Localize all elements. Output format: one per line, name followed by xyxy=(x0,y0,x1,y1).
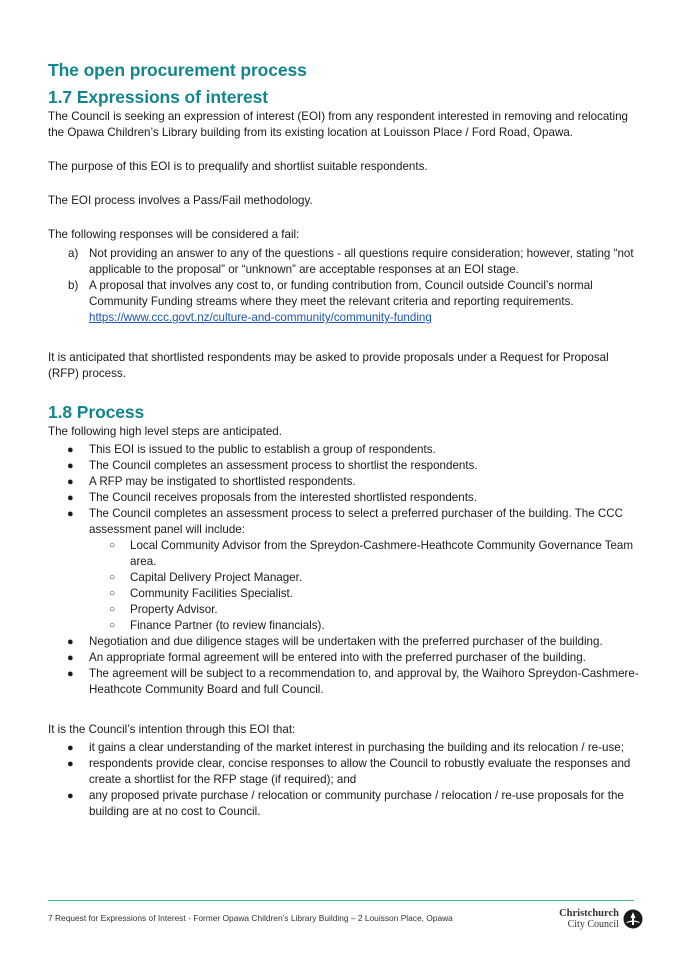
list-item-text: An appropriate formal agreement will be entered into with the preferred purchaser of the building. xyxy=(89,651,586,664)
list-item-text: Community Facilities Specialist. xyxy=(130,587,294,600)
list-marker: a) xyxy=(68,247,79,260)
list-item xyxy=(48,788,642,820)
list-item xyxy=(48,474,642,490)
list-item xyxy=(48,246,642,278)
bullet-icon: ● xyxy=(67,492,74,504)
list-item-text: A RFP may be instigated to shortlisted respondents. xyxy=(89,475,356,488)
council-logo xyxy=(555,908,643,932)
list-item-text: respondents provide clear, concise responses to allow the Council to robustly evaluate the responses and create a shortlist for the RFP stage (if required); and xyxy=(89,757,631,786)
circle-bullet-icon: ○ xyxy=(109,572,116,583)
bullet-icon: ● xyxy=(67,508,74,520)
circle-bullet-icon: ○ xyxy=(109,620,116,631)
eoi-purpose: The purpose of this EOI is to prequalify and shortlist suitable respondents. xyxy=(48,160,428,173)
bullet-icon: ● xyxy=(67,652,74,664)
list-item-text: This EOI is issued to the public to establish a group of respondents. xyxy=(89,443,436,456)
list-item-text: Finance Partner (to review financials). xyxy=(130,619,325,632)
circle-bullet-icon: ○ xyxy=(109,588,116,599)
list-item-text: it gains a clear understanding of the market interest in purchasing the building and its relocation / re-use; xyxy=(89,741,624,754)
list-item xyxy=(48,602,642,618)
rfp-anticipated: It is anticipated that shortlisted respondents may be asked to provide proposals under a Request for Proposal (RFP) process. xyxy=(48,351,609,380)
list-item xyxy=(48,634,642,650)
list-item-text: any proposed private purchase / relocation or community purchase / relocation / re-use proposals for the building are at no cost to Council. xyxy=(89,789,624,818)
list-item xyxy=(48,570,642,586)
list-item-text: Capital Delivery Project Manager. xyxy=(130,571,303,584)
section-heading-eoi: 1.7 Expressions of interest xyxy=(48,87,269,107)
bullet-icon: ● xyxy=(67,460,74,472)
bullet-icon: ● xyxy=(67,790,74,802)
bullet-icon: ● xyxy=(67,636,74,648)
bullet-icon: ● xyxy=(67,476,74,488)
list-item xyxy=(48,756,642,788)
list-item xyxy=(48,490,642,506)
list-item-text: The Council receives proposals from the interested shortlisted respondents. xyxy=(89,491,477,504)
list-item xyxy=(48,586,642,602)
list-item xyxy=(48,278,642,326)
list-item xyxy=(48,740,642,756)
section-heading-open-procurement: The open procurement process xyxy=(48,60,307,80)
page-footer-text: 7 Request for Expressions of Interest - Former Opawa Children’s Library Building – 2 Louisson Place, Opawa xyxy=(48,913,453,923)
process-steps-list xyxy=(48,442,642,698)
document-page xyxy=(48,58,642,820)
assessment-panel-list xyxy=(89,538,642,634)
list-item xyxy=(48,458,642,474)
bullet-icon: ● xyxy=(67,668,74,680)
bullet-icon: ● xyxy=(67,758,74,770)
list-item xyxy=(48,506,642,634)
cathedral-icon xyxy=(623,909,643,929)
section-heading-process: 1.8 Process xyxy=(48,402,145,422)
list-item xyxy=(48,618,642,634)
eoi-intro: The Council is seeking an expression of interest (EOI) from any respondent interested in removing and relocating the Opawa Children’s Library building from its existing location at Louisson Place / Ford Road, Opawa. xyxy=(48,110,628,139)
list-marker: b) xyxy=(68,279,79,292)
list-item-text: A proposal that involves any cost to, or funding contribution from, Council outside Council’s normal Community Funding streams where they meet the relevant criteria and reporting requirements. xyxy=(89,279,593,308)
process-intro: The following high level steps are anticipated. xyxy=(48,425,282,438)
list-item xyxy=(48,666,642,698)
eoi-methodology: The EOI process involves a Pass/Fail methodology. xyxy=(48,194,313,207)
logo-text-line1: Christchurch xyxy=(559,908,619,919)
list-item xyxy=(48,442,642,458)
intention-intro: It is the Council’s intention through this EOI that: xyxy=(48,723,296,736)
list-item-text: The Council completes an assessment process to shortlist the respondents. xyxy=(89,459,478,472)
circle-bullet-icon: ○ xyxy=(109,604,116,615)
list-item-text: Local Community Advisor from the Spreydon-Cashmere-Heathcote Community Governance Team area. xyxy=(130,539,634,568)
list-item xyxy=(48,538,642,570)
intentions-list xyxy=(48,740,642,820)
list-item-text: Property Advisor. xyxy=(130,603,218,616)
footer-divider xyxy=(48,900,634,901)
community-funding-link[interactable]: https://www.ccc.govt.nz/culture-and-community/community-funding xyxy=(89,311,432,324)
list-item xyxy=(48,650,642,666)
fail-criteria-list xyxy=(48,246,642,326)
list-item-text: Not providing an answer to any of the questions - all questions require consideration; however, stating “not applicable to the proposal” or “unknown” are acceptable responses at an EOI stage. xyxy=(89,247,634,276)
bullet-icon: ● xyxy=(67,444,74,456)
circle-bullet-icon: ○ xyxy=(109,540,116,551)
list-item-text: Negotiation and due diligence stages will be undertaken with the preferred purchaser of the building. xyxy=(89,635,603,648)
list-item-text: The Council completes an assessment process to select a preferred purchaser of the building. The CCC assessment panel will include: xyxy=(89,507,624,536)
fail-intro: The following responses will be considered a fail: xyxy=(48,228,300,241)
list-item-text: The agreement will be subject to a recommendation to, and approval by, the Waihoro Spreydon-Cashmere-Heathcote Community Board and full Council. xyxy=(89,667,639,696)
logo-text-line2: City Council xyxy=(567,919,619,930)
bullet-icon: ● xyxy=(67,742,74,754)
